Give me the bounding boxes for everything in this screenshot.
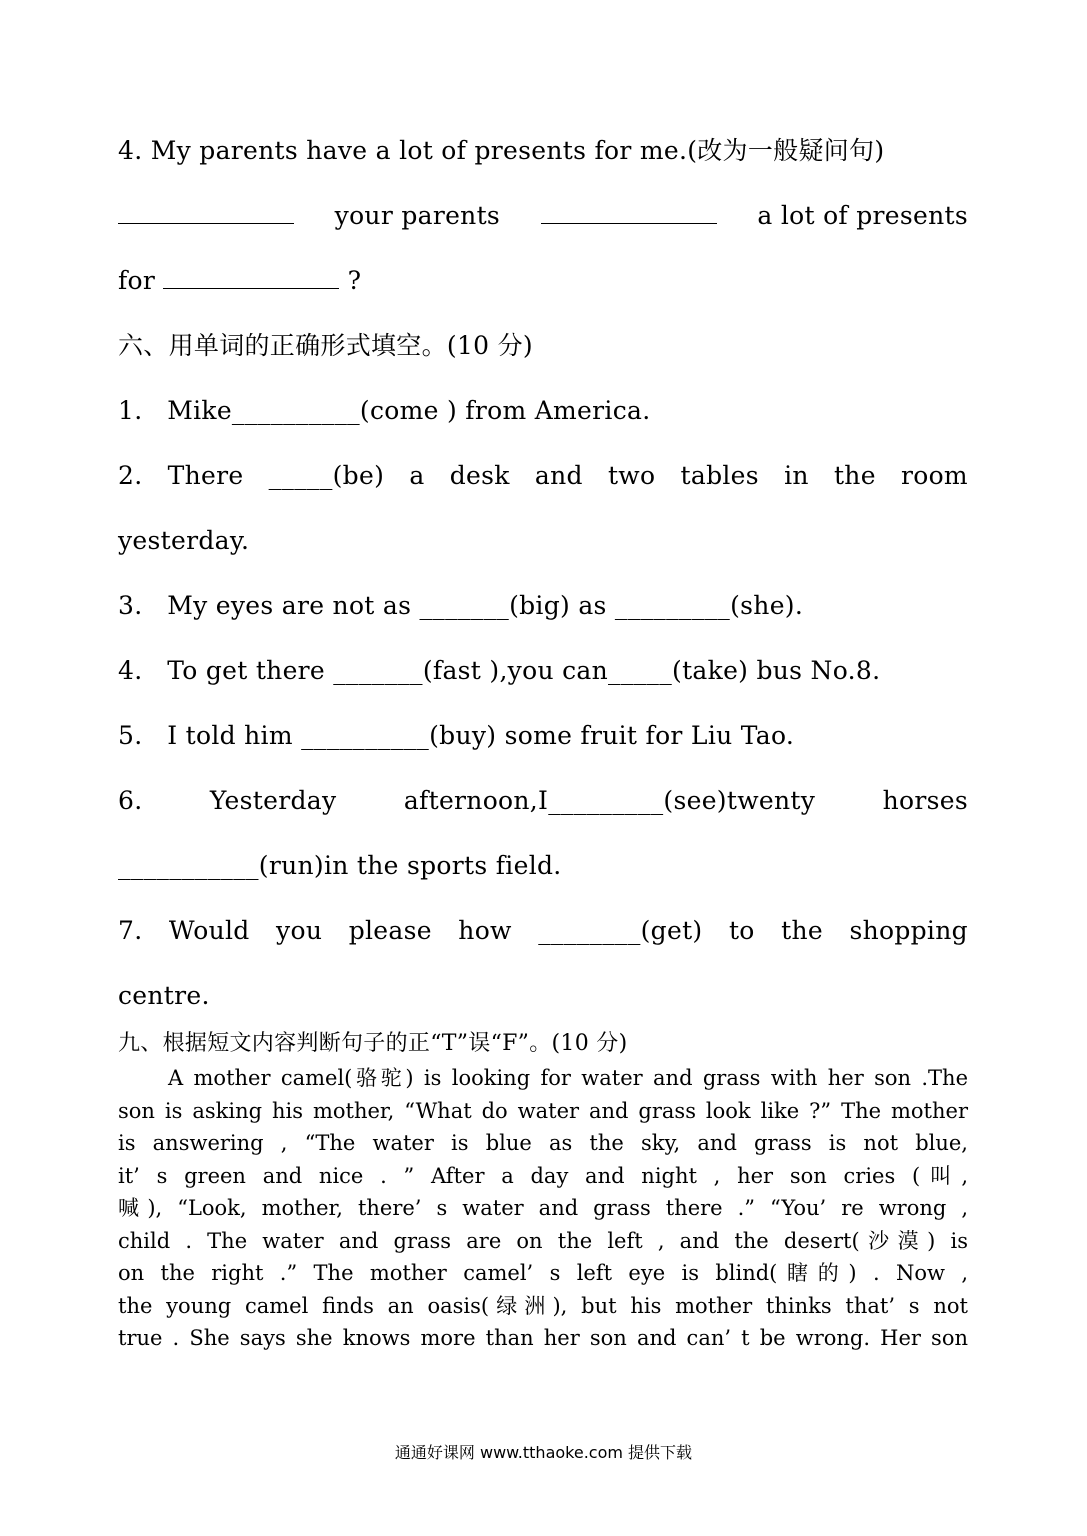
s6-item-7-cont: centre. [118,981,210,1010]
s6-item-2 [118,459,968,493]
word: you [276,916,323,945]
s6-item-7 [118,914,968,948]
word: desk [449,461,510,490]
section9-heading: 九、根据短文内容判断句子的正“T”误“F”。(10 分) [118,1031,628,1056]
passage-line: A mother camel(骆驼) is looking for water and grass with her son .The [168,1066,968,1090]
s6-item-1: 1. Mike__________(come ) from America. [118,396,651,425]
passage-line: is answering , “The water is blue as the sky, and grass is not blue, [118,1131,968,1155]
answer-blank[interactable] [541,199,717,224]
s6-item-4: 4. To get there _______(fast ),you can_____(take) bus No.8. [118,656,881,685]
answer-blank[interactable] [118,199,294,224]
section6-heading: 六、用单词的正确形式填空。(10 分) [118,331,533,360]
s6-item-6-cont: ___________(run)in the sports field. [118,851,562,880]
s6-item-5: 5. I told him __________(buy) some fruit for Liu Tao. [118,721,795,750]
word: the [781,916,823,945]
word: please [348,916,432,945]
word: the [833,461,876,490]
word: Yesterday [209,786,337,815]
word: shopping [849,916,968,945]
word: horses [882,786,968,815]
s6-item-3: 3. My eyes are not as _______(big) as _________(she). [118,591,804,620]
answer-text: for [118,266,156,295]
word: and [534,461,583,490]
answer-text: ? [347,266,362,295]
word: in [784,461,809,490]
passage-line: true . She says she knows more than her son and can’ t be wrong. Her son [118,1326,968,1350]
s5-item4-answer-line2 [118,264,968,298]
word: tables [680,461,759,490]
word: 2. [118,461,143,490]
s5-item4-answer-line [118,199,968,233]
word: afternoon,I_________(see)twenty [403,786,816,815]
word: 7. [118,916,143,945]
passage-line: it’ s green and nice . ” After a day and night , her son cries (叫, [118,1163,968,1188]
word: _____(be) [268,461,385,490]
passage-line: son is asking his mother, “What do water and grass look like ?” The mother [118,1098,968,1123]
answer-blank[interactable] [163,264,339,289]
word: how [458,916,512,945]
passage-line: the young camel finds an oasis(绿洲), but his mother thinks that’ s not [118,1293,968,1318]
s5-item4-question: 4. My parents have a lot of presents for me.(改为一般疑问句) [118,136,885,165]
word: room [900,461,968,490]
s6-item-2-cont: yesterday. [118,526,250,555]
answer-text: your parents [334,201,501,230]
footer-credit: 通通好课网 www.tthaoke.com 提供下载 [394,1443,693,1462]
word: two [607,461,656,490]
passage-line: on the right .” The mother camel’ s left eye is blind(瞎的) . Now , [118,1261,968,1285]
s6-item-6 [118,784,968,818]
word: Would [168,916,250,945]
word: 6. [118,786,143,815]
passage-line: 喊), “Look, mother, there’ s water and grass there .” “You’ re wrong , [118,1196,968,1220]
word: ________(get) [538,916,703,945]
word: a [409,461,425,490]
word: to [728,916,755,945]
passage-line: child . The water and grass are on the left , and the desert(沙漠) is [118,1228,968,1253]
answer-text: a lot of presents [757,201,968,230]
word: There [167,461,244,490]
